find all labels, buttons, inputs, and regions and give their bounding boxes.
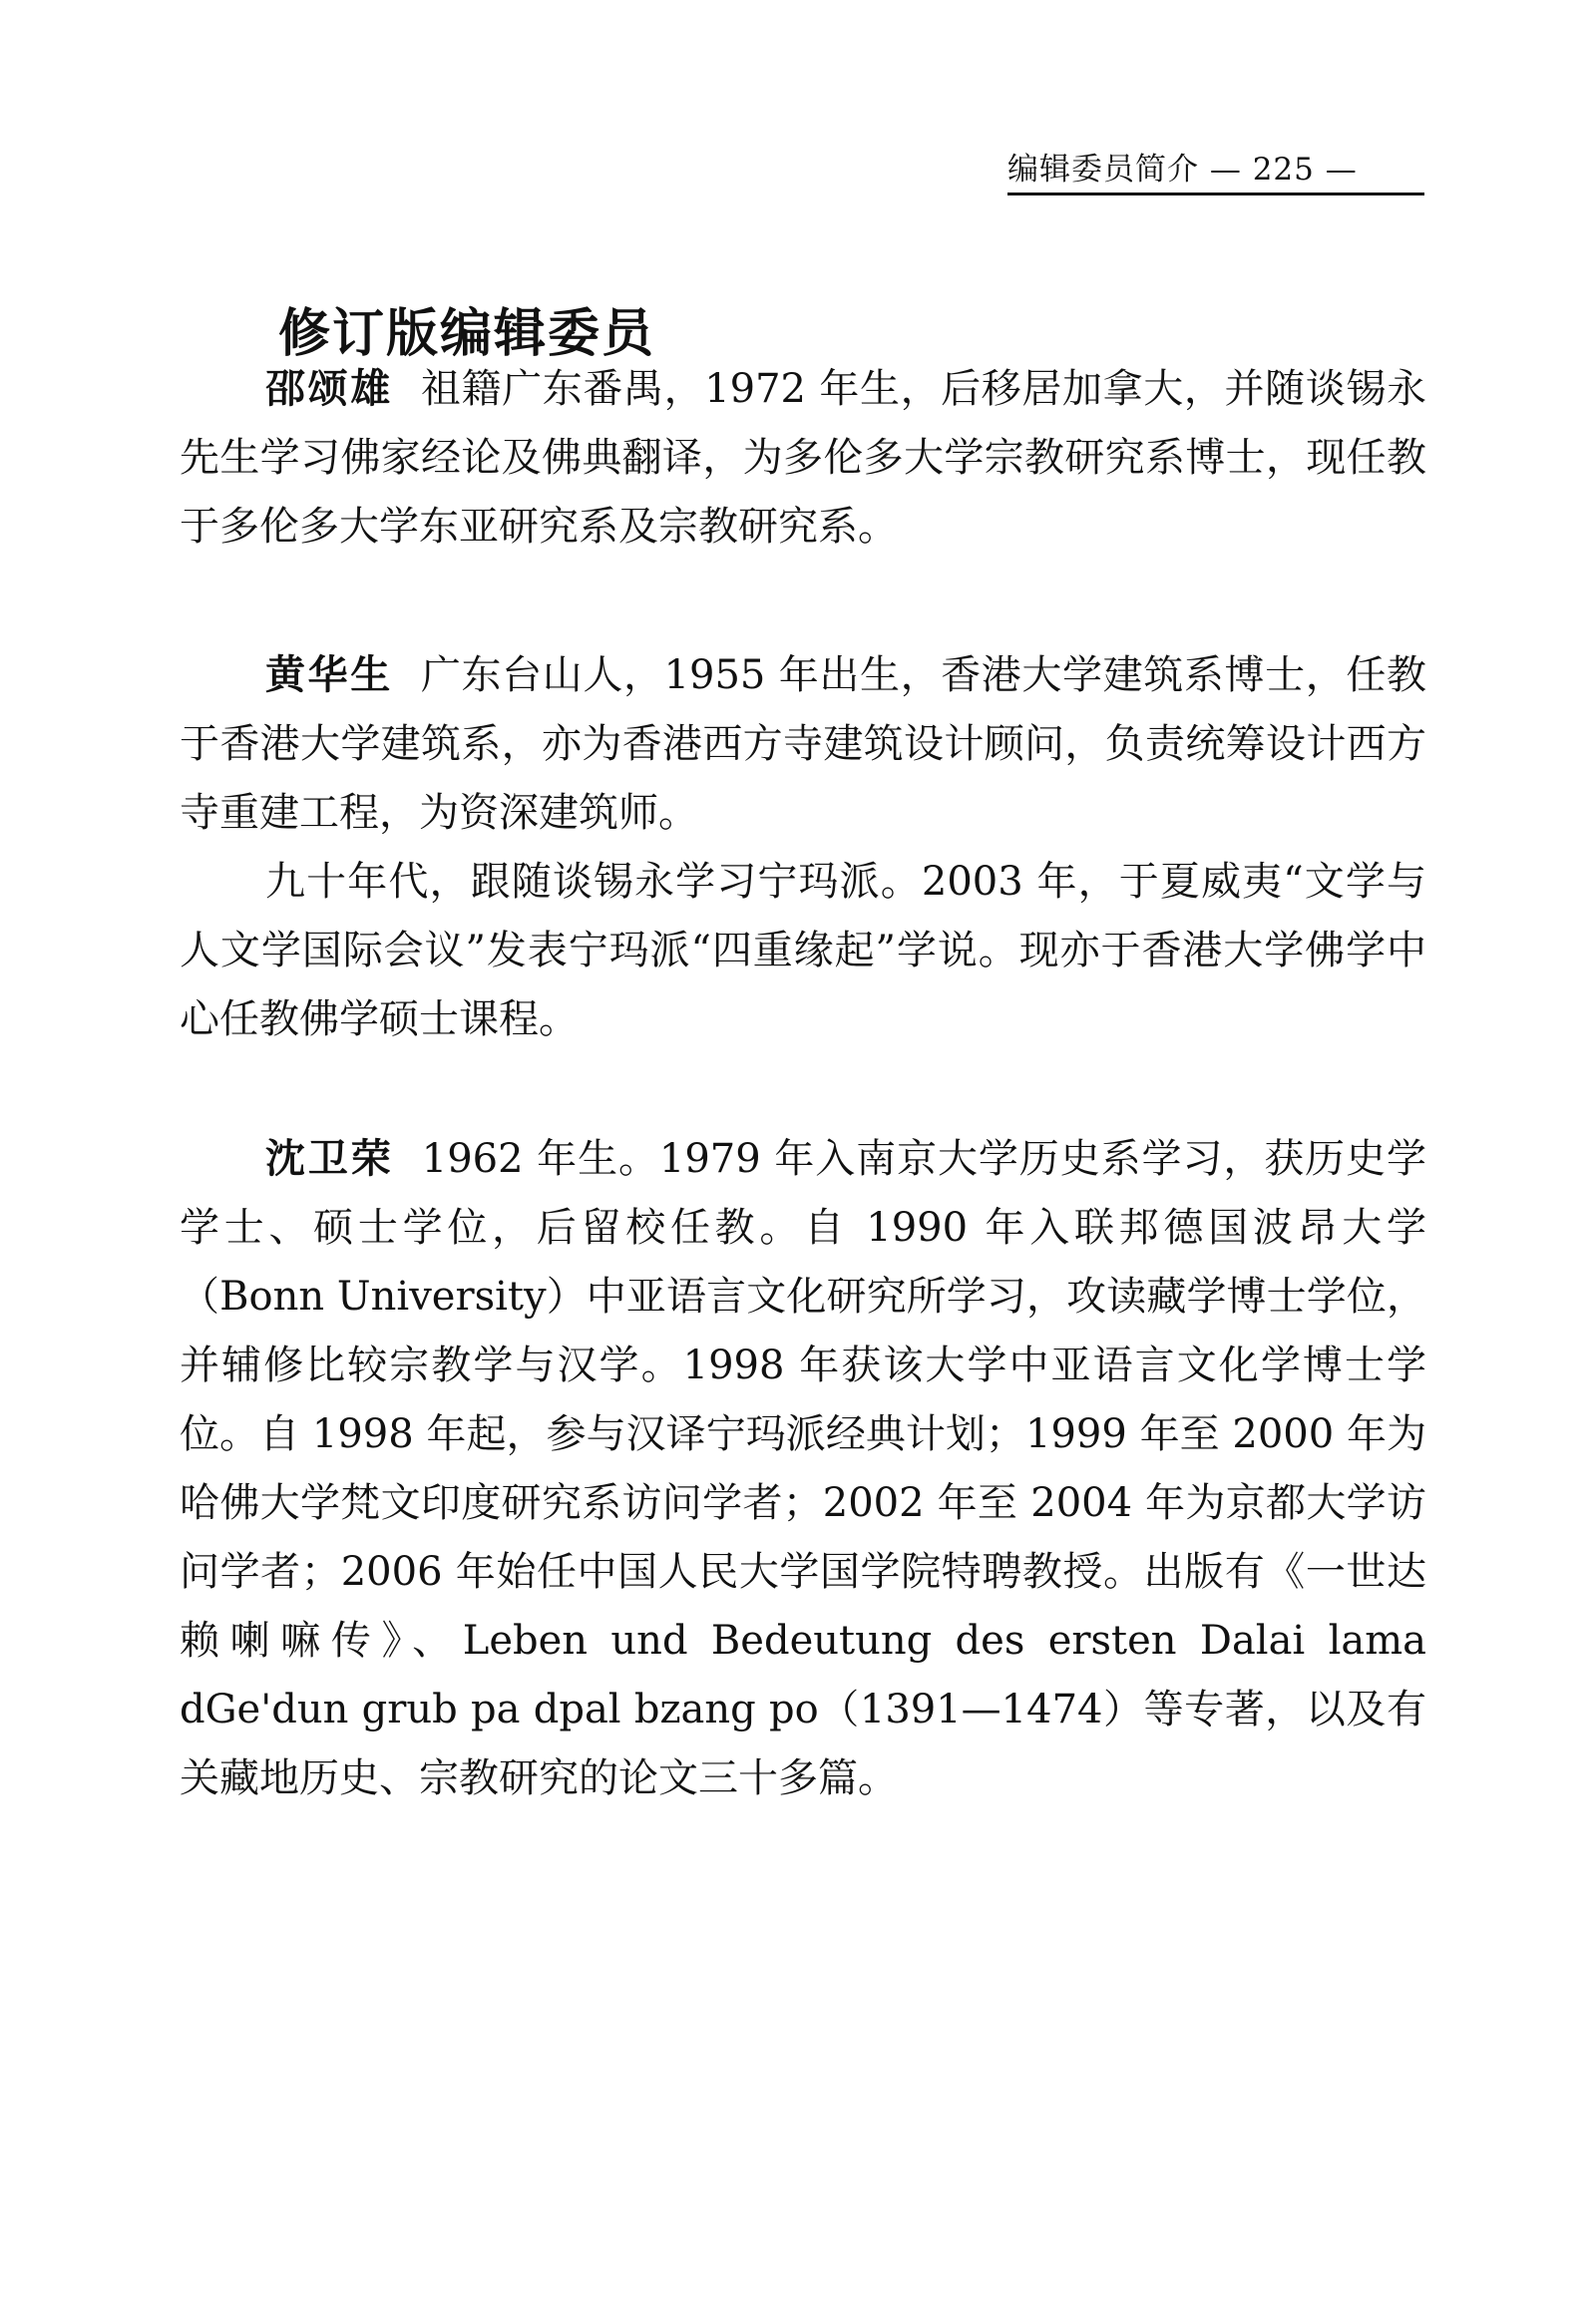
section-title: 修订版编辑委员 bbox=[278, 303, 656, 364]
editor-name: 黄华生 bbox=[265, 652, 393, 698]
editor-entry-shen bbox=[180, 1125, 1426, 1813]
editor-name: 沈卫荣 bbox=[265, 1136, 394, 1182]
entry-paragraph bbox=[180, 1125, 1426, 1813]
entry-paragraph bbox=[180, 641, 1426, 848]
entry-paragraph bbox=[180, 848, 1426, 1054]
editor-name: 邵颂雄 bbox=[265, 366, 393, 412]
editor-entry-huang bbox=[180, 641, 1426, 1054]
entry-text: 1962 年生。1979 年入南京大学历史系学习，获历史学学士、硕士学位，后留校任教。自 1990 年入联邦德国波昂大学（Bonn University）中亚语言文化研究所学习，攻读藏学博士学位，并辅修比较宗教学与汉学。1998 年获该大学中亚语言文化学博士学位。自 1998 年起，参与汉译宁玛派经典计划；1999 年至 2000 年为哈佛大学梵文印度研究系访问学者；2002 年至 2004 年为京都大学访问学者；2006 年始任中国人民大学国学院特聘教授。出版有《一世达赖喇嘛传》、Leben und Bedeutung des ersten Dalai lama dGe'dun grub pa dpal bzang po（1391—1474）等专著，以及有关藏地历史、宗教研究的论文三十多篇。 bbox=[180, 1136, 1427, 1801]
header-rule bbox=[1007, 193, 1424, 195]
running-header: 编辑委员简介 — 225 — bbox=[1007, 152, 1358, 188]
entry-text: 广东台山人，1955 年出生，香港大学建筑系博士，任教于香港大学建筑系，亦为香港西方寺建筑设计顾问，负责统筹设计西方寺重建工程，为资深建筑师。 bbox=[180, 652, 1426, 836]
entry-text: 祖籍广东番禺，1972 年生，后移居加拿大，并随谈锡永先生学习佛家经论及佛典翻译，为多伦多大学宗教研究系博士，现任教于多伦多大学东亚研究系及宗教研究系。 bbox=[180, 366, 1426, 550]
entry-text: 九十年代，跟随谈锡永学习宁玛派。2003 年，于夏威夷“文学与人文学国际会议”发表宁玛派“四重缘起”学说。现亦于香港大学佛学中心任教佛学硕士课程。 bbox=[180, 859, 1426, 1042]
editor-entry-shao bbox=[180, 355, 1426, 562]
entry-paragraph bbox=[180, 355, 1426, 562]
